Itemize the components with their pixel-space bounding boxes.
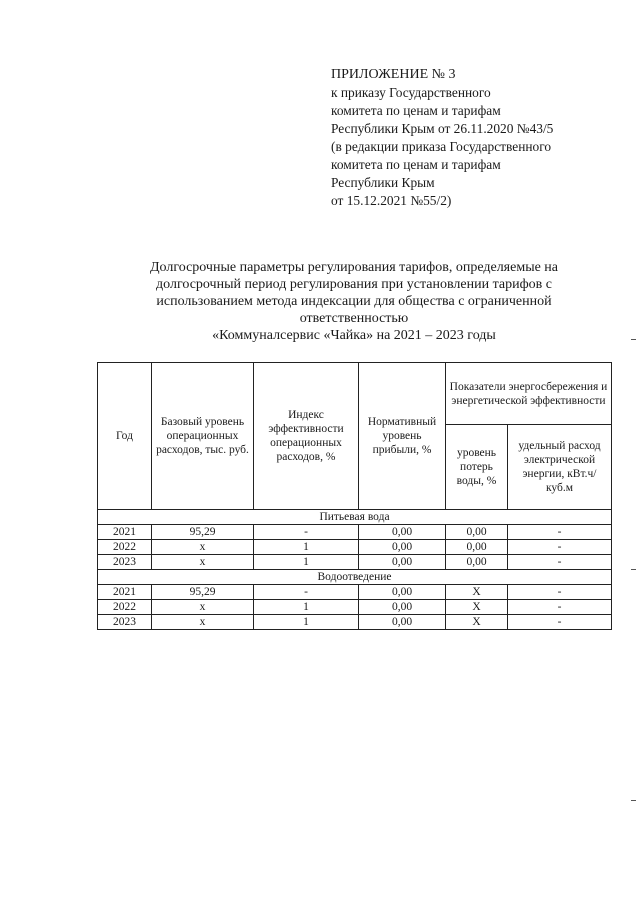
table-row bbox=[98, 585, 612, 600]
table-row bbox=[98, 525, 612, 540]
cell-year: 2023 bbox=[98, 555, 152, 570]
cell-base-level: х bbox=[152, 600, 254, 615]
section-title-drinking-water: Питьевая вода bbox=[98, 510, 612, 525]
section-title-wastewater: Водоотведение bbox=[98, 570, 612, 585]
cell-efficiency-index: 1 bbox=[254, 540, 359, 555]
cell-base-level: х bbox=[152, 615, 254, 630]
cell-water-loss: 0,00 bbox=[446, 525, 508, 540]
cell-profit-level: 0,00 bbox=[359, 555, 446, 570]
appendix-line: к приказу Государственного bbox=[331, 85, 491, 100]
header-profit-level: Нормативный уровень прибыли, % bbox=[359, 363, 446, 510]
scan-edge-mark bbox=[631, 569, 636, 570]
cell-energy-use: - bbox=[508, 540, 612, 555]
header-year: Год bbox=[98, 363, 152, 510]
table-row bbox=[98, 540, 612, 555]
cell-year: 2023 bbox=[98, 615, 152, 630]
cell-water-loss: Х bbox=[446, 600, 508, 615]
cell-base-level: х bbox=[152, 540, 254, 555]
cell-base-level: 95,29 bbox=[152, 525, 254, 540]
cell-water-loss: 0,00 bbox=[446, 540, 508, 555]
cell-profit-level: 0,00 bbox=[359, 585, 446, 600]
tariff-parameters-table bbox=[97, 362, 612, 630]
cell-energy-use: - bbox=[508, 600, 612, 615]
table-row bbox=[98, 555, 612, 570]
header-energy-group: Показатели энергосбережения и энергетической эффективности bbox=[446, 363, 612, 425]
cell-base-level: х bbox=[152, 555, 254, 570]
cell-water-loss: Х bbox=[446, 615, 508, 630]
cell-water-loss: Х bbox=[446, 585, 508, 600]
cell-efficiency-index: 1 bbox=[254, 600, 359, 615]
scan-edge-mark bbox=[631, 800, 636, 801]
title-line: использованием метода индексации для общества с ограниченной bbox=[156, 294, 552, 309]
cell-year: 2021 bbox=[98, 525, 152, 540]
cell-profit-level: 0,00 bbox=[359, 525, 446, 540]
cell-energy-use: - bbox=[508, 555, 612, 570]
cell-year: 2021 bbox=[98, 585, 152, 600]
appendix-header bbox=[331, 66, 631, 210]
cell-efficiency-index: - bbox=[254, 585, 359, 600]
cell-year: 2022 bbox=[98, 600, 152, 615]
cell-energy-use: - bbox=[508, 525, 612, 540]
appendix-line: Республики Крым от 26.11.2020 №43/5 bbox=[331, 121, 554, 136]
title-line: Долгосрочные параметры регулирования тарифов, определяемые на bbox=[149, 260, 559, 275]
scan-edge-mark bbox=[631, 339, 636, 340]
appendix-line: комитета по ценам и тарифам bbox=[331, 103, 501, 118]
appendix-line: Республики Крым bbox=[331, 175, 435, 190]
header-base-level: Базовый уровень операционных расходов, тыс. руб. bbox=[152, 363, 254, 510]
appendix-number: ПРИЛОЖЕНИЕ № 3 bbox=[331, 67, 456, 82]
cell-year: 2022 bbox=[98, 540, 152, 555]
cell-efficiency-index: 1 bbox=[254, 615, 359, 630]
table-row bbox=[98, 615, 612, 630]
title-line: «Коммуналсервис «Чайка» на 2021 – 2023 годы bbox=[212, 328, 496, 343]
cell-energy-use: - bbox=[508, 615, 612, 630]
header-efficiency-index: Индекс эффективности операционных расходов, % bbox=[254, 363, 359, 510]
cell-profit-level: 0,00 bbox=[359, 540, 446, 555]
table-row bbox=[98, 600, 612, 615]
cell-profit-level: 0,00 bbox=[359, 600, 446, 615]
header-water-loss: уровень потерь воды, % bbox=[446, 425, 508, 510]
title-line: долгосрочный период регулирования при установлении тарифов с bbox=[156, 277, 552, 292]
appendix-line: комитета по ценам и тарифам bbox=[331, 157, 501, 172]
cell-efficiency-index: 1 bbox=[254, 555, 359, 570]
appendix-line: (в редакции приказа Государственного bbox=[331, 139, 552, 154]
document-title bbox=[100, 259, 608, 344]
header-energy-use: удельный расход электрической энергии, кВт.ч/куб.м bbox=[508, 425, 612, 510]
appendix-line: от 15.12.2021 №55/2) bbox=[331, 193, 452, 208]
cell-water-loss: 0,00 bbox=[446, 555, 508, 570]
cell-profit-level: 0,00 bbox=[359, 615, 446, 630]
cell-base-level: 95,29 bbox=[152, 585, 254, 600]
cell-energy-use: - bbox=[508, 585, 612, 600]
title-line: ответственностью bbox=[299, 311, 409, 326]
cell-efficiency-index: - bbox=[254, 525, 359, 540]
